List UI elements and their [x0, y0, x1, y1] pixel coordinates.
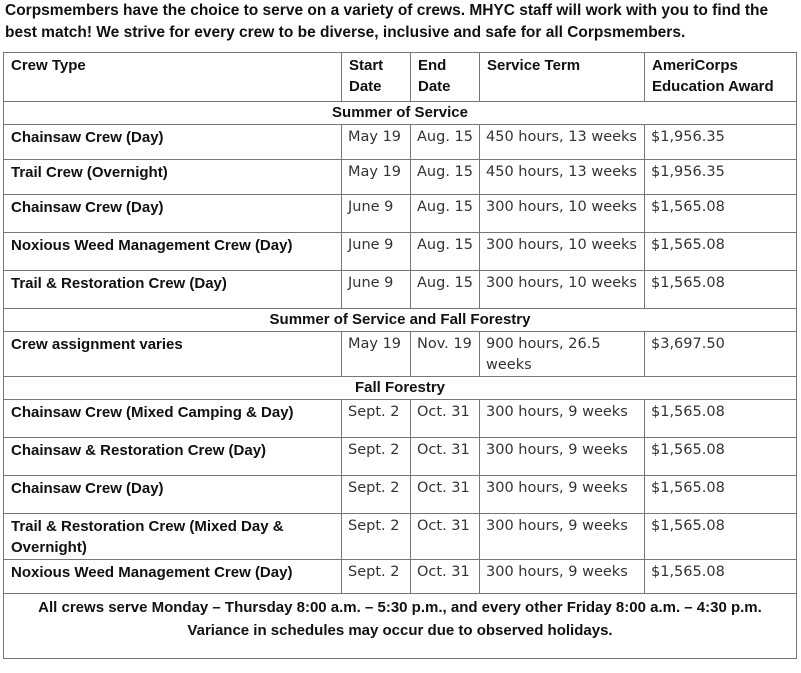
service-term-cell: 300 hours, 9 weeks [480, 400, 645, 438]
service-term-cell: 450 hours, 13 weeks [480, 160, 645, 195]
service-term-cell: 300 hours, 10 weeks [480, 233, 645, 271]
end-date-cell: Oct. 31 [411, 438, 480, 476]
header-education-award: AmeriCorps Education Award [645, 53, 797, 102]
service-term-cell: 300 hours, 9 weeks [480, 560, 645, 594]
education-award-cell: $1,565.08 [645, 476, 797, 514]
header-crew-type: Crew Type [4, 53, 342, 102]
education-award-cell: $1,565.08 [645, 400, 797, 438]
service-term-cell: 300 hours, 9 weeks [480, 514, 645, 560]
service-term-cell: 450 hours, 13 weeks [480, 125, 645, 160]
section-title: Fall Forestry [4, 377, 797, 400]
start-date-cell: June 9 [342, 195, 411, 233]
table-header-row [4, 53, 797, 102]
end-date-cell: Aug. 15 [411, 271, 480, 309]
section-header-row [4, 377, 797, 400]
crew-type-cell: Noxious Weed Management Crew (Day) [4, 233, 342, 271]
start-date-cell: Sept. 2 [342, 476, 411, 514]
section-title: Summer of Service [4, 102, 797, 125]
table-row [4, 271, 797, 309]
section-header-row [4, 102, 797, 125]
header-start-date: Start Date [342, 53, 411, 102]
end-date-cell: Oct. 31 [411, 400, 480, 438]
end-date-cell: Oct. 31 [411, 476, 480, 514]
end-date-cell: Aug. 15 [411, 233, 480, 271]
header-service-term: Service Term [480, 53, 645, 102]
crew-type-cell: Crew assignment varies [4, 332, 342, 377]
table-row [4, 160, 797, 195]
education-award-cell: $3,697.50 [645, 332, 797, 377]
start-date-cell: Sept. 2 [342, 400, 411, 438]
section-header-row [4, 309, 797, 332]
header-end-date: End Date [411, 53, 480, 102]
education-award-cell: $1,565.08 [645, 560, 797, 594]
service-term-cell: 300 hours, 10 weeks [480, 271, 645, 309]
education-award-cell: $1,956.35 [645, 160, 797, 195]
start-date-cell: May 19 [342, 332, 411, 377]
table-row [4, 400, 797, 438]
table-row [4, 476, 797, 514]
end-date-cell: Aug. 15 [411, 125, 480, 160]
start-date-cell: Sept. 2 [342, 560, 411, 594]
crew-type-cell: Chainsaw Crew (Day) [4, 476, 342, 514]
schedule-note-line-1: All crews serve Monday – Thursday 8:00 a.m. – 5:30 p.m., and every other Friday 8:00 a.m. – 4:30 p.m. [38, 599, 762, 616]
education-award-cell: $1,565.08 [645, 195, 797, 233]
section-title: Summer of Service and Fall Forestry [4, 309, 797, 332]
table-row [4, 125, 797, 160]
crew-type-cell: Chainsaw Crew (Day) [4, 195, 342, 233]
start-date-cell: May 19 [342, 160, 411, 195]
crew-type-cell: Noxious Weed Management Crew (Day) [4, 560, 342, 594]
education-award-cell: $1,565.08 [645, 271, 797, 309]
crew-type-cell: Chainsaw Crew (Mixed Camping & Day) [4, 400, 342, 438]
table-row [4, 233, 797, 271]
education-award-cell: $1,565.08 [645, 233, 797, 271]
start-date-cell: June 9 [342, 271, 411, 309]
start-date-cell: May 19 [342, 125, 411, 160]
crew-type-cell: Trail & Restoration Crew (Day) [4, 271, 342, 309]
end-date-cell: Nov. 19 [411, 332, 480, 377]
end-date-cell: Aug. 15 [411, 160, 480, 195]
service-term-cell: 300 hours, 10 weeks [480, 195, 645, 233]
intro-paragraph: Corpsmembers have the choice to serve on a variety of crews. MHYC staff will work with you to find the best match! We strive for every crew to be diverse, inclusive and safe for all Corpsmembers. [5, 2, 769, 41]
table-row [4, 332, 797, 377]
service-term-cell: 300 hours, 9 weeks [480, 438, 645, 476]
crew-type-cell: Chainsaw & Restoration Crew (Day) [4, 438, 342, 476]
start-date-cell: Sept. 2 [342, 438, 411, 476]
crew-type-cell: Trail Crew (Overnight) [4, 160, 342, 195]
crew-type-cell: Trail & Restoration Crew (Mixed Day & Overnight) [4, 514, 342, 560]
service-term-cell: 300 hours, 9 weeks [480, 476, 645, 514]
schedule-note-line-2: Variance in schedules may occur due to observed holidays. [187, 622, 613, 639]
table-row [4, 560, 797, 594]
start-date-cell: June 9 [342, 233, 411, 271]
table-row [4, 514, 797, 560]
start-date-cell: Sept. 2 [342, 514, 411, 560]
end-date-cell: Oct. 31 [411, 560, 480, 594]
table-row [4, 438, 797, 476]
education-award-cell: $1,565.08 [645, 438, 797, 476]
schedule-note [4, 594, 797, 659]
table-body [4, 102, 797, 594]
service-term-cell: 900 hours, 26.5 weeks [480, 332, 645, 377]
end-date-cell: Oct. 31 [411, 514, 480, 560]
end-date-cell: Aug. 15 [411, 195, 480, 233]
table-footer-row [4, 594, 797, 659]
education-award-cell: $1,565.08 [645, 514, 797, 560]
crew-type-cell: Chainsaw Crew (Day) [4, 125, 342, 160]
crew-schedule-table [3, 52, 797, 659]
education-award-cell: $1,956.35 [645, 125, 797, 160]
table-row [4, 195, 797, 233]
